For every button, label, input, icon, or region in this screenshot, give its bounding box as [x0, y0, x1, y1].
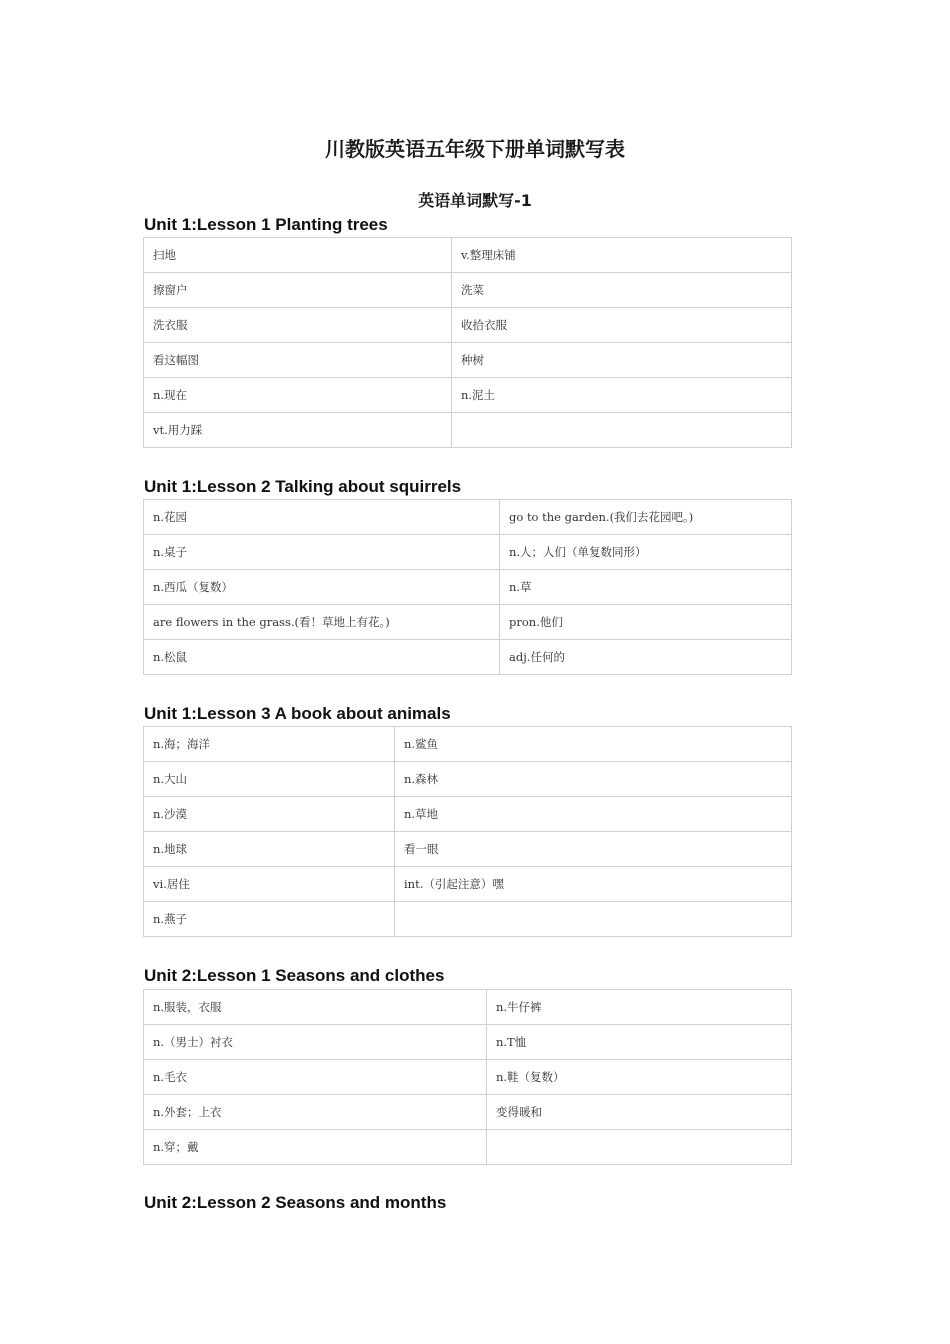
vocab-table: [143, 989, 792, 1165]
section-heading: Unit 2:Lesson 1 Seasons and clothes: [144, 966, 445, 985]
table-row: [144, 378, 792, 413]
table-cell: n.西瓜（复数）: [144, 570, 500, 605]
table-cell: n.草: [500, 570, 792, 605]
table-row: [144, 832, 792, 867]
table-cell: [452, 413, 792, 448]
table-row: [144, 990, 792, 1025]
table-row: [144, 1060, 792, 1095]
table-row: [144, 867, 792, 902]
table-cell: 看这幅图: [144, 343, 452, 378]
table-row: [144, 535, 792, 570]
table-row: [144, 1130, 792, 1165]
table-row: [144, 1025, 792, 1060]
table-cell: [395, 902, 792, 937]
table-row: [144, 500, 792, 535]
table-cell: n.海；海洋: [144, 727, 395, 762]
table-row: [144, 1095, 792, 1130]
table-cell: [487, 1130, 792, 1165]
vocab-table: [143, 726, 792, 937]
table-cell: n.服装，衣服: [144, 990, 487, 1025]
vocab-table: [143, 499, 792, 675]
table-cell: n.草地: [395, 797, 792, 832]
table-cell: n.花园: [144, 500, 500, 535]
document-title: 川教版英语五年级下册单词默写表: [325, 137, 625, 161]
table-cell: v.整理床铺: [452, 238, 792, 273]
table-cell: n.外套；上衣: [144, 1095, 487, 1130]
table-row: [144, 273, 792, 308]
table-cell: pron.他们: [500, 605, 792, 640]
table-cell: n.燕子: [144, 902, 395, 937]
table-cell: n.鲨鱼: [395, 727, 792, 762]
table-cell: n.毛衣: [144, 1060, 487, 1095]
table-cell: 看一眼: [395, 832, 792, 867]
table-row: [144, 605, 792, 640]
section-heading: Unit 1:Lesson 1 Planting trees: [144, 215, 388, 234]
table-cell: n.人；人们（单复数同形）: [500, 535, 792, 570]
table-cell: n.T恤: [487, 1025, 792, 1060]
table-cell: 洗菜: [452, 273, 792, 308]
table-row: [144, 902, 792, 937]
table-row: [144, 640, 792, 675]
table-cell: n.大山: [144, 762, 395, 797]
table-cell: n.地球: [144, 832, 395, 867]
table-cell: n.松鼠: [144, 640, 500, 675]
table-cell: n.鞋（复数）: [487, 1060, 792, 1095]
table-row: [144, 727, 792, 762]
table-cell: adj.任何的: [500, 640, 792, 675]
vocab-table: [143, 237, 792, 448]
table-cell: n.现在: [144, 378, 452, 413]
table-cell: 擦窗户: [144, 273, 452, 308]
table-cell: vt.用力踩: [144, 413, 452, 448]
table-cell: 种树: [452, 343, 792, 378]
table-cell: n.牛仔裤: [487, 990, 792, 1025]
table-cell: n.桌子: [144, 535, 500, 570]
table-row: [144, 343, 792, 378]
table-row: [144, 413, 792, 448]
table-cell: n.（男士）衬衣: [144, 1025, 487, 1060]
table-row: [144, 570, 792, 605]
table-row: [144, 308, 792, 343]
table-cell: int.（引起注意）嘿: [395, 867, 792, 902]
table-cell: go to the garden.(我们去花园吧。): [500, 500, 792, 535]
table-row: [144, 762, 792, 797]
table-cell: 变得暖和: [487, 1095, 792, 1130]
section-heading: Unit 1:Lesson 2 Talking about squirrels: [144, 477, 462, 496]
table-row: [144, 797, 792, 832]
table-cell: 扫地: [144, 238, 452, 273]
section-heading: Unit 2:Lesson 2 Seasons and months: [144, 1193, 447, 1212]
document-subtitle: 英语单词默写-1: [418, 191, 532, 210]
section-heading: Unit 1:Lesson 3 A book about animals: [144, 704, 451, 723]
table-cell: n.泥土: [452, 378, 792, 413]
table-row: [144, 238, 792, 273]
table-cell: 洗衣服: [144, 308, 452, 343]
table-cell: vi.居住: [144, 867, 395, 902]
table-cell: n.森林: [395, 762, 792, 797]
table-cell: n.穿；戴: [144, 1130, 487, 1165]
table-cell: n.沙漠: [144, 797, 395, 832]
table-cell: 收拾衣服: [452, 308, 792, 343]
table-cell: are flowers in the grass.(看！草地上有花。): [144, 605, 500, 640]
